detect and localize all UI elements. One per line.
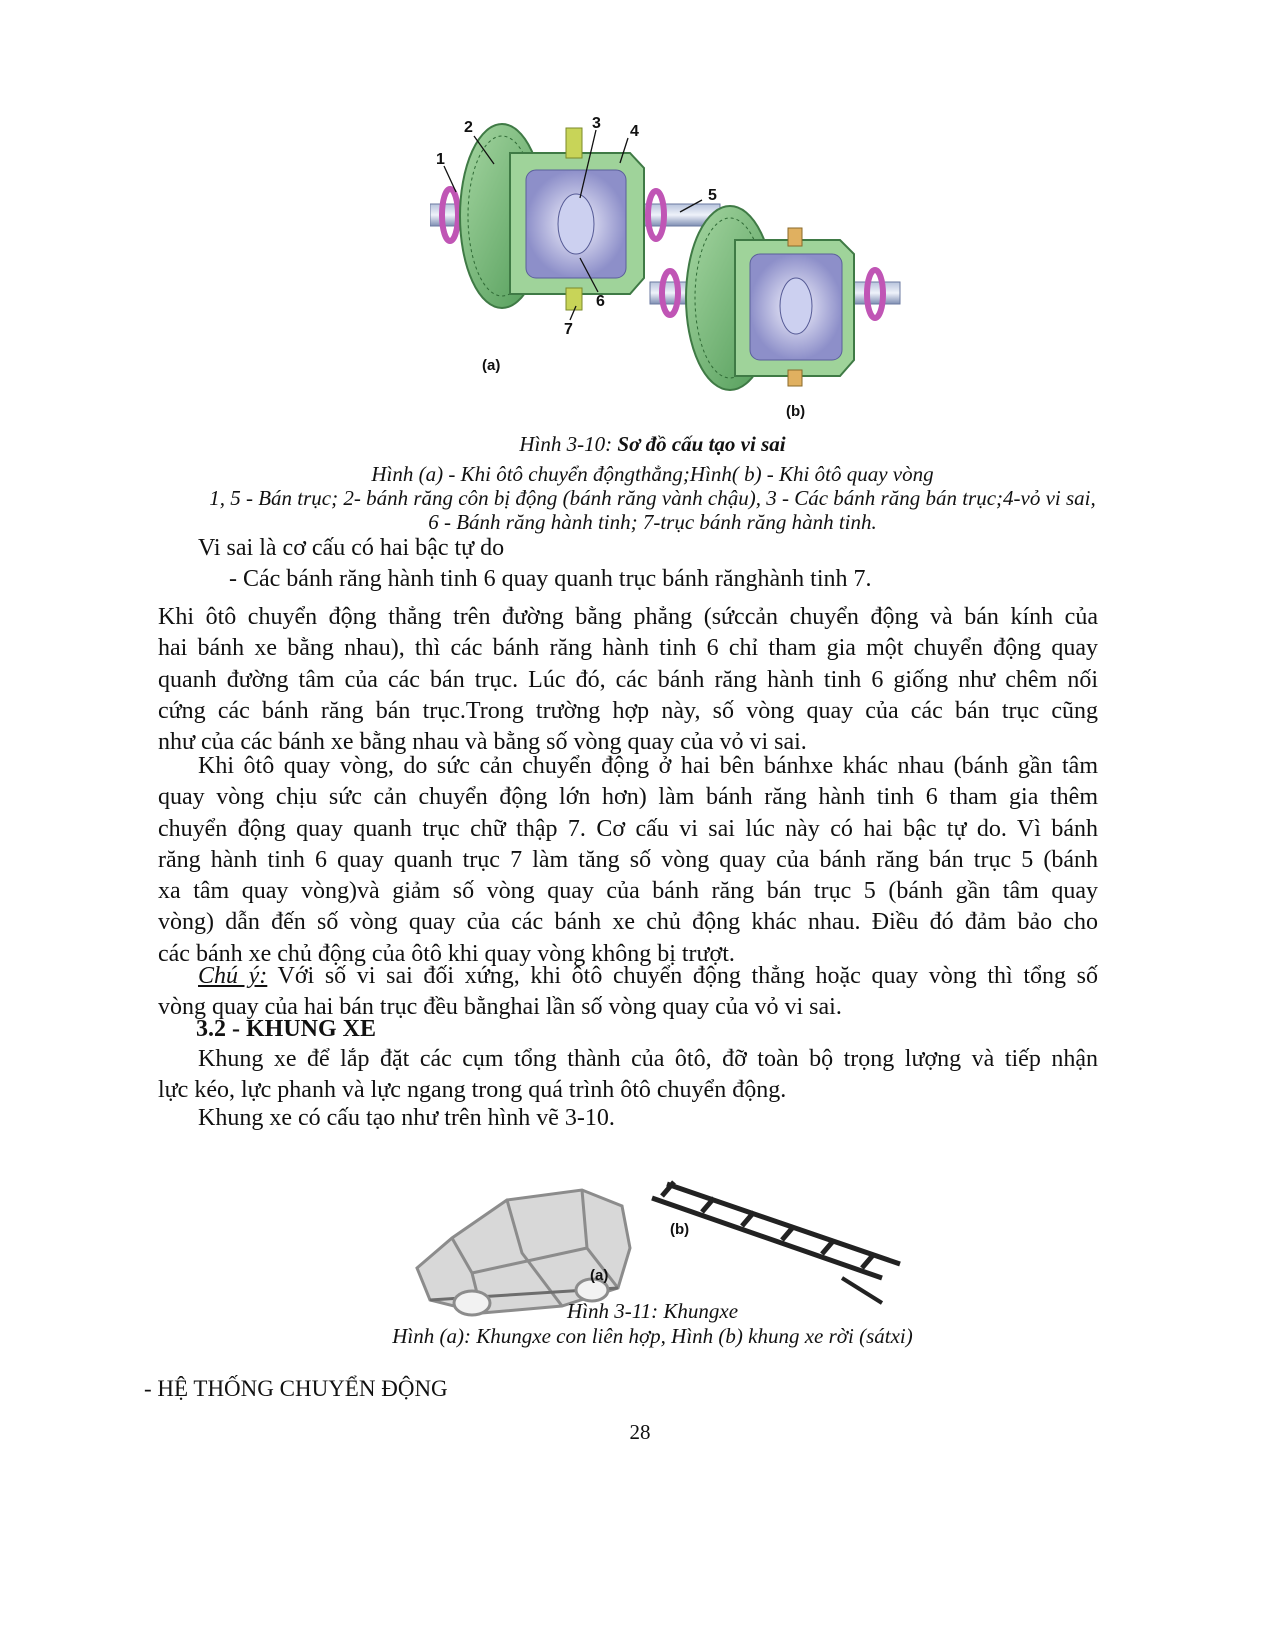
- part-label-7: 7: [564, 321, 573, 338]
- unibody-frame-image: [417, 1190, 630, 1315]
- figure-caption-line: 1, 5 - Bán trục; 2- bánh răng côn bị động (bánh răng vành chậu), 3 - Các bánh răng bán trục;4-vỏ vi sai,: [209, 486, 1096, 510]
- part-label-4: 4: [630, 123, 639, 140]
- figure-caption-title: Hình 3-11: Khungxe: [566, 1299, 739, 1323]
- figure-label-a: (a): [590, 1267, 609, 1284]
- figure-label-a: (a): [482, 357, 501, 374]
- figure-label-b: (b): [670, 1221, 690, 1238]
- figure-caption-line: 6 - Bánh răng hành tinh; 7-trục bánh răng hành tinh.: [428, 510, 877, 534]
- page-number: 28: [629, 1420, 651, 1444]
- paragraph-straight-motion: Khi ôtô chuyển động thẳng trên đường bằng phẳng (sứccản chuyển động và bán kính của hai bánh xe bằng nhau), thì các bánh răng hành tinh 6 chỉ tham gia một chuyển động quay quanh đường tâm của các bán trục. Lúc đó, các bánh răng hành tinh 6 giống như chêm nối cứng các bánh răng bán trục.Trong trường hợp này, số vòng quay của các bán trục cũng như của các bánh xe bằng nhau và bằng số vòng quay của vỏ vi sai.: [158, 604, 1098, 756]
- figure-caption-line: Hình (a) - Khi ôtô chuyển độngthẳng;Hình( b) - Khi ôtô quay vòng: [371, 462, 934, 486]
- differential-diagram: [430, 108, 950, 440]
- note-label: Chú ý:: [198, 963, 268, 989]
- figure-caption-line: Hình (a): Khungxe con liên hợp, Hình (b) khung xe rời (sátxi): [392, 1324, 913, 1348]
- part-label-3: 3: [592, 115, 601, 132]
- figure-label-b: (b): [786, 403, 806, 420]
- part-label-2: 2: [464, 119, 473, 136]
- part-label-5: 5: [708, 187, 717, 204]
- part-label-6: 6: [596, 293, 605, 310]
- section-heading: 3.2 - KHUNG XE: [196, 1016, 376, 1042]
- body-line: Vi sai là cơ cấu có hai bậc tự do: [198, 535, 505, 561]
- figure-caption-title: Hình 3-10: Sơ đồ cấu tạo vi sai: [519, 432, 786, 456]
- ladder-chassis-image: [652, 1182, 900, 1303]
- next-section-heading: - HỆ THỐNG CHUYỂN ĐỘNG: [144, 1376, 448, 1401]
- note-paragraph: Chú ý: Với số vi sai đối xứng, khi ôtô chuyển động thẳng hoặc quay vòng thì tổng số vòng quay của hai bán trục đều bằnghai lần số vòng quay của vỏ vi sai.: [158, 963, 1098, 1021]
- paragraph-turning: Khi ôtô quay vòng, do sức cản chuyển động ở hai bên bánhxe khác nhau (bánh gần tâm quay vòng chịu sức cản chuyển động lớn hơn) làm bánh răng hành tinh 6 tham gia thêm chuyển động quay quanh trục chữ thập 7. Cơ cấu vi sai lúc này có hai bậc tự do. Vì bánh răng hành tinh 6 quay quanh trục 7 làm tăng số vòng quay của bánh răng bán trục 5 (bánh xa tâm quay vòng)và giảm số vòng quay của bánh răng bán trục 5 (bánh gần tâm quay vòng) dẫn đến số vòng quay của các bánh xe chủ động khác nhau. Điều đó đảm bảo cho các bánh xe chủ động của ôtô khi quay vòng không bị trượt.: [158, 753, 1098, 967]
- part-label-1: 1: [436, 151, 445, 168]
- body-line: - Các bánh răng hành tinh 6 quay quanh trục bánh rănghành tinh 7.: [229, 566, 872, 592]
- differential-b: [650, 206, 900, 390]
- body-line: Khung xe có cấu tạo như trên hình vẽ 3-10.: [198, 1105, 615, 1131]
- paragraph-frame: Khung xe để lắp đặt các cụm tổng thành của ôtô, đỡ toàn bộ trọng lượng và tiếp nhận lực kéo, lực phanh và lực ngang trong quá trình ôtô chuyển động.: [158, 1046, 1098, 1104]
